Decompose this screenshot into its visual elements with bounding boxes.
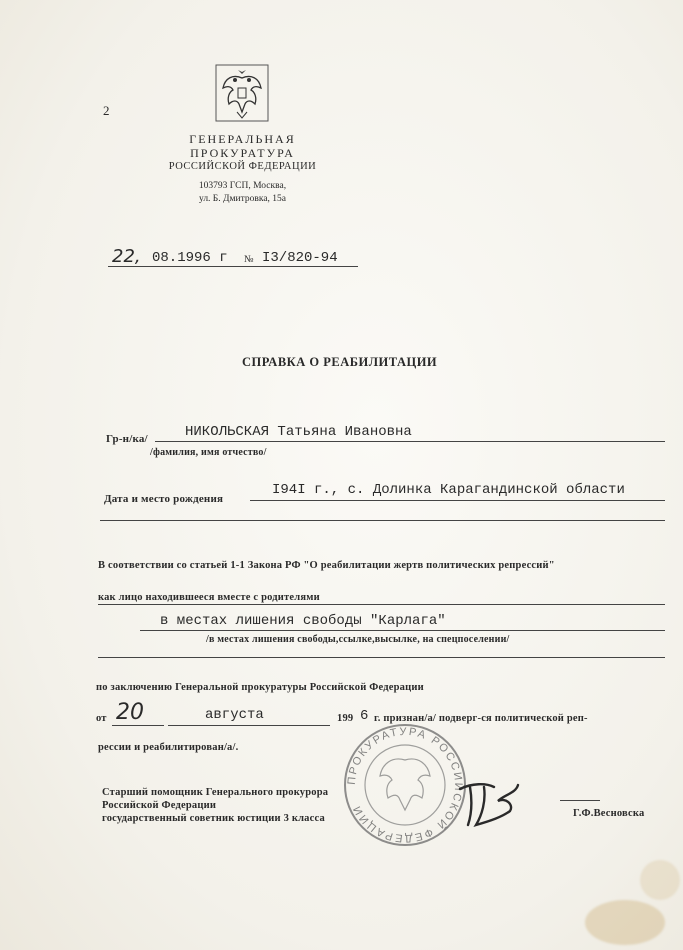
paper-stain xyxy=(640,860,680,900)
signer-name: Г.Ф.Весновска xyxy=(573,808,645,819)
org-block xyxy=(150,132,335,174)
conclusion-from: от xyxy=(96,713,107,724)
conclusion-day: 20 xyxy=(116,700,144,725)
ref-underline xyxy=(108,266,358,267)
birth-underline-2 xyxy=(100,520,665,521)
place-underline xyxy=(140,630,665,631)
org-line-3: РОССИЙСКОЙ ФЕДЕРАЦИИ xyxy=(168,161,317,172)
person-name: НИКОЛЬСКАЯ Татьяна Ивановна xyxy=(185,424,412,440)
double-headed-eagle-icon xyxy=(215,64,269,122)
signer-line-1: Старший помощник Генерального прокурора xyxy=(102,787,329,798)
law-text: В соответствии со статьей 1-1 Закона РФ "О реабилитации жертв политических репрессий" xyxy=(98,560,555,571)
ref-day: 22, xyxy=(112,246,141,267)
conclusion-month: августа xyxy=(205,707,264,723)
birth-underline xyxy=(250,500,665,501)
law-as-person: как лицо находившееся вместе с родителями xyxy=(98,592,320,603)
year-digit: 6 xyxy=(360,708,369,724)
conclusion-line-3: рессии и реабилитирован/а/. xyxy=(98,742,239,753)
page-number: 2 xyxy=(103,103,110,118)
ref-date: 08.1996 г xyxy=(152,250,228,266)
person-sub-label: /фамилия, имя отчество/ xyxy=(150,447,267,458)
month-underline xyxy=(168,725,330,726)
org-address xyxy=(150,180,335,206)
paper-stain xyxy=(585,900,665,945)
ref-number: I3/820-94 xyxy=(262,250,338,266)
signer-block xyxy=(102,786,328,825)
place-underline-2 xyxy=(98,657,665,658)
law-underline xyxy=(98,604,665,605)
org-line-1: ГЕНЕРАЛЬНАЯ xyxy=(189,132,296,146)
address-line-1: 103793 ГСП, Москва, xyxy=(198,181,287,191)
day-underline xyxy=(112,725,164,726)
person-label: Гр-н/ка/ xyxy=(106,433,148,445)
conclusion-rest: г. признан/а/ подверг-ся политической реп- xyxy=(374,713,588,724)
year-prefix: 199 xyxy=(337,713,354,724)
ref-no-label: № xyxy=(244,254,254,265)
document-title: СПРАВКА О РЕАБИЛИТАЦИИ xyxy=(242,355,438,369)
birth-label: Дата и место рождения xyxy=(104,493,224,505)
conclusion-line-1: по заключению Генеральной прокуратуры Российской Федерации xyxy=(96,682,424,693)
official-stamp xyxy=(340,720,470,850)
signer-line-3: государственный советник юстиции 3 класса xyxy=(102,813,325,824)
handwritten-signature xyxy=(452,775,527,835)
birth-value: I94I г., с. Долинка Карагандинской области xyxy=(272,482,625,498)
law-place-sub: /в местах лишения свободы,ссылке,высылке, на спецпоселении/ xyxy=(206,634,510,645)
address-line-2: ул. Б. Дмитровка, 15а xyxy=(198,194,286,204)
signature-dash xyxy=(560,800,600,801)
org-line-2: ПРОКУРАТУРА xyxy=(190,146,295,160)
law-place: в местах лишения свободы "Карлага" xyxy=(160,613,446,629)
signer-line-2: Российской Федерации xyxy=(102,800,217,811)
stamp-ring-text: ПРОКУРАТУРА РОССИЙСКОЙ ФЕДЕРАЦИИ xyxy=(345,725,465,845)
person-underline xyxy=(155,441,665,442)
